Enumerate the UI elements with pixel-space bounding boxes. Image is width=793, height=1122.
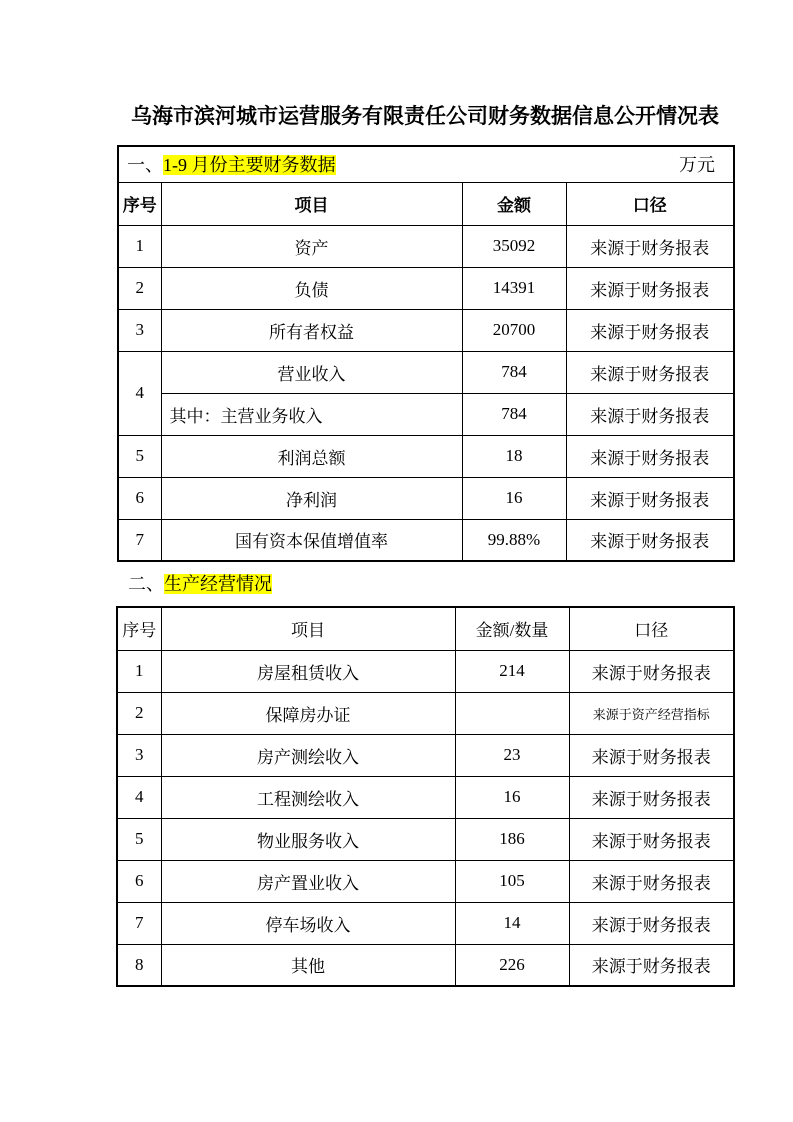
- cell-caliber: 来源于财务报表: [566, 519, 734, 561]
- cell-amount: 23: [455, 734, 569, 776]
- cell-caliber: 来源于财务报表: [569, 734, 734, 776]
- cell-amount: 784: [462, 393, 566, 435]
- cell-index: 3: [118, 309, 161, 351]
- section1-heading: [127, 151, 336, 177]
- table2-header-row: [117, 607, 734, 650]
- cell-item: 房产测绘收入: [161, 734, 455, 776]
- cell-item: 净利润: [161, 477, 462, 519]
- cell-amount: 20700: [462, 309, 566, 351]
- cell-amount: 784: [462, 351, 566, 393]
- table-operations-data: [116, 606, 735, 987]
- cell-amount: 18: [462, 435, 566, 477]
- cell-caliber: 来源于财务报表: [566, 351, 734, 393]
- section1-heading-cell: [118, 146, 734, 182]
- table-row: [118, 393, 734, 435]
- table-row: [117, 776, 734, 818]
- cell-index-merged: 4: [118, 351, 161, 435]
- cell-index: 2: [117, 692, 161, 734]
- column-header-item: 项目: [161, 607, 455, 650]
- cell-item: 国有资本保值增值率: [161, 519, 462, 561]
- column-header-caliber: 口径: [569, 607, 734, 650]
- cell-amount: 226: [455, 944, 569, 986]
- cell-index: 6: [117, 860, 161, 902]
- cell-caliber: 来源于财务报表: [569, 944, 734, 986]
- cell-item: 所有者权益: [161, 309, 462, 351]
- cell-amount: 16: [455, 776, 569, 818]
- cell-caliber: 来源于资产经营指标: [569, 692, 734, 734]
- cell-amount: 16: [462, 477, 566, 519]
- cell-amount: 35092: [462, 225, 566, 267]
- table1-header-row: [118, 182, 734, 225]
- table-row: [118, 225, 734, 267]
- cell-index: 6: [118, 477, 161, 519]
- cell-caliber: 来源于财务报表: [566, 393, 734, 435]
- unit-label: 万元: [679, 155, 715, 176]
- cell-caliber: 来源于财务报表: [569, 650, 734, 692]
- cell-index: 8: [117, 944, 161, 986]
- cell-item: 房产置业收入: [161, 860, 455, 902]
- cell-item: 营业收入: [161, 351, 462, 393]
- cell-item: 其中：主营业务收入: [161, 393, 462, 435]
- cell-item: 房屋租赁收入: [161, 650, 455, 692]
- cell-item: 物业服务收入: [161, 818, 455, 860]
- table-row: [118, 435, 734, 477]
- document-title: 乌海市滨河城市运营服务有限责任公司财务数据信息公开情况表: [131, 104, 719, 128]
- table-row: [118, 351, 734, 393]
- table-row: [118, 477, 734, 519]
- cell-amount: [455, 692, 569, 734]
- cell-index: 7: [117, 902, 161, 944]
- section1-title-highlight: 1-9 月份主要财务数据: [163, 155, 336, 176]
- cell-amount: 14391: [462, 267, 566, 309]
- cell-index: 7: [118, 519, 161, 561]
- column-header-caliber: 口径: [566, 182, 734, 225]
- cell-item: 利润总额: [161, 435, 462, 477]
- cell-amount: 14: [455, 902, 569, 944]
- cell-item: 其他: [161, 944, 455, 986]
- table-row: [118, 309, 734, 351]
- cell-caliber: 来源于财务报表: [566, 225, 734, 267]
- cell-item: 保障房办证: [161, 692, 455, 734]
- cell-caliber: 来源于财务报表: [569, 818, 734, 860]
- section2-heading: [128, 570, 272, 596]
- cell-index: 5: [118, 435, 161, 477]
- cell-amount: 105: [455, 860, 569, 902]
- table-row: [118, 267, 734, 309]
- cell-index: 3: [117, 734, 161, 776]
- cell-index: 2: [118, 267, 161, 309]
- cell-amount: 214: [455, 650, 569, 692]
- cell-caliber: 来源于财务报表: [569, 776, 734, 818]
- section2-number: 二、: [128, 574, 164, 594]
- cell-caliber: 来源于财务报表: [566, 267, 734, 309]
- cell-caliber: 来源于财务报表: [566, 309, 734, 351]
- cell-caliber: 来源于财务报表: [569, 902, 734, 944]
- section2-title-highlight: 生产经营情况: [164, 574, 272, 594]
- cell-item: 负债: [161, 267, 462, 309]
- table-row: [117, 944, 734, 986]
- cell-caliber: 来源于财务报表: [569, 860, 734, 902]
- cell-amount: 186: [455, 818, 569, 860]
- cell-index: 1: [118, 225, 161, 267]
- table-row: [117, 818, 734, 860]
- table-row: [117, 860, 734, 902]
- table-row: [117, 650, 734, 692]
- column-header-index: 序号: [117, 607, 161, 650]
- column-header-amount: 金额: [462, 182, 566, 225]
- column-header-index: 序号: [118, 182, 161, 225]
- table-row: [117, 902, 734, 944]
- cell-item: 停车场收入: [161, 902, 455, 944]
- section1-heading-row: [118, 146, 734, 182]
- section1-number: 一、: [127, 155, 163, 176]
- table-row: [117, 734, 734, 776]
- table-row: [117, 692, 734, 734]
- cell-index: 4: [117, 776, 161, 818]
- cell-index: 1: [117, 650, 161, 692]
- cell-caliber: 来源于财务报表: [566, 477, 734, 519]
- cell-item: 资产: [161, 225, 462, 267]
- table-row: [118, 519, 734, 561]
- cell-item: 工程测绘收入: [161, 776, 455, 818]
- cell-index: 5: [117, 818, 161, 860]
- table-main-financial-data: [117, 145, 735, 562]
- column-header-amount: 金额/数量: [455, 607, 569, 650]
- cell-amount: 99.88%: [462, 519, 566, 561]
- cell-caliber: 来源于财务报表: [566, 435, 734, 477]
- column-header-item: 项目: [161, 182, 462, 225]
